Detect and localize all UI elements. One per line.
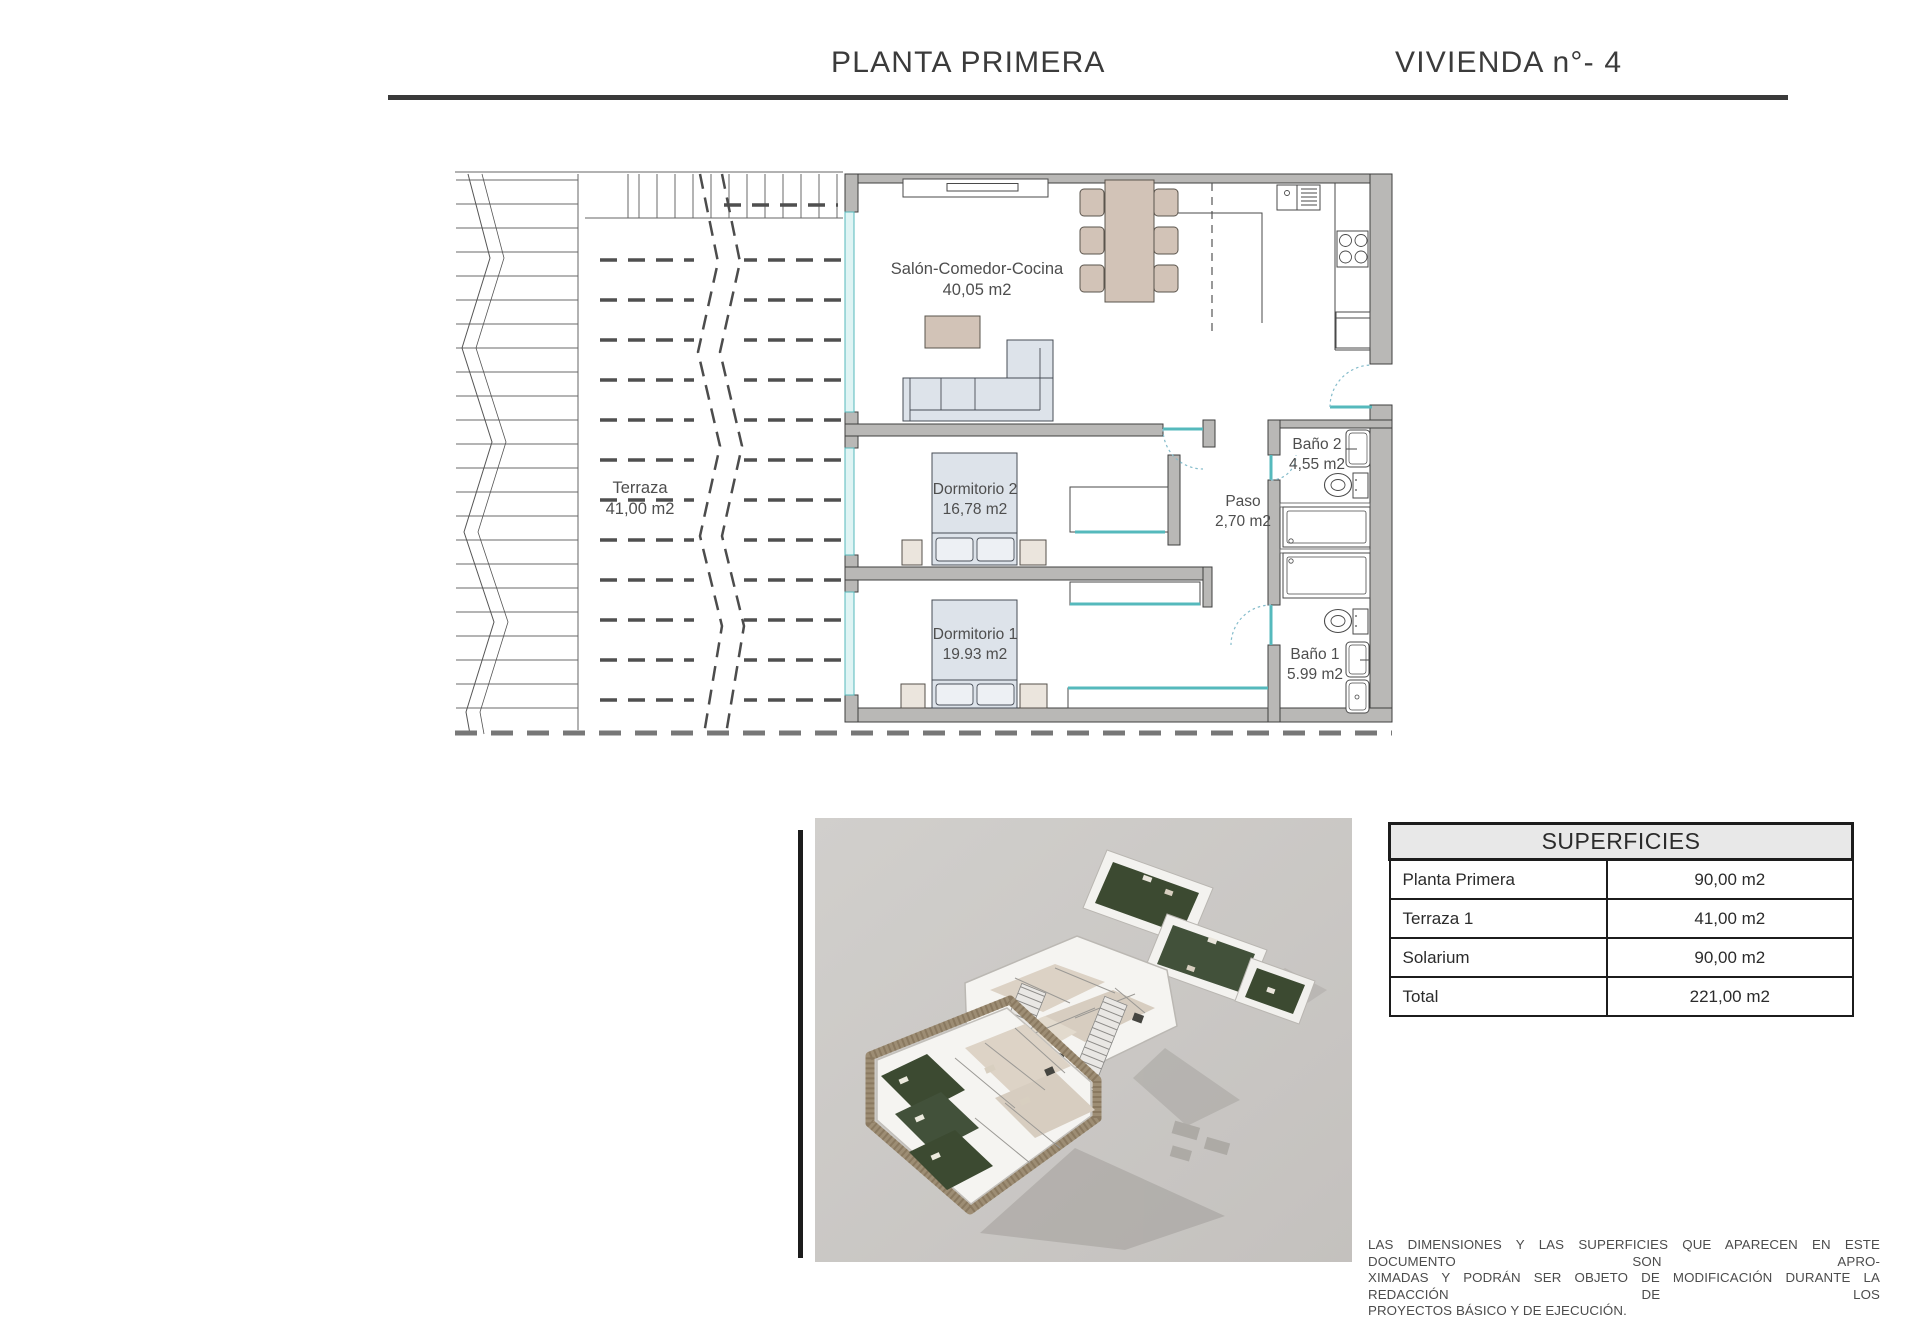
disclaimer-line: PROYECTOS BÁSICO Y DE EJECUCIÓN. <box>1368 1303 1627 1318</box>
pillow <box>977 538 1014 561</box>
nightstand <box>1020 540 1046 565</box>
pillow <box>977 684 1014 705</box>
superficies-table <box>1388 822 1854 1017</box>
disclaimer-line: XIMADAS Y PODRÁN SER OBJETO DE MODIFICACIÓN DURANTE LA REDACCIÓN DE LOS <box>1368 1270 1880 1302</box>
room-label-terraza: Terraza 41,00 m2 <box>605 479 675 519</box>
row-value: 90,00 m2 <box>1607 938 1852 977</box>
page-title-dwelling: VIVIENDA n°- 4 <box>1395 46 1623 79</box>
room-label-salon: Salón-Comedor-Cocina 40,05 m2 <box>890 260 1064 300</box>
room-label-bano1: Baño 1 5.99 m2 <box>1286 646 1343 683</box>
table-row <box>1390 860 1853 900</box>
roof-overhang-dashes-right <box>744 238 843 730</box>
terrace-decking <box>456 174 578 730</box>
table-row <box>1390 899 1853 938</box>
table-row <box>1390 938 1853 977</box>
nightstand <box>1020 684 1047 708</box>
entrance-door-arc <box>1330 365 1372 407</box>
row-label: Solarium <box>1390 938 1608 977</box>
row-label: Terraza 1 <box>1390 899 1608 938</box>
nightstand <box>902 540 922 565</box>
wardrobe-dormitorio1 <box>1070 582 1200 605</box>
pillow <box>936 538 973 561</box>
row-value: 221,00 m2 <box>1607 977 1852 1016</box>
wardrobe-dormitorio1-low <box>1068 688 1268 708</box>
toilet-icon <box>1325 473 1369 498</box>
building-render-3d <box>815 818 1352 1262</box>
pillow <box>936 684 973 705</box>
sofa <box>903 340 1053 421</box>
floor-plan <box>430 135 1410 750</box>
kitchen-sink-icon <box>1277 185 1320 210</box>
dining-chair <box>1154 189 1178 216</box>
table-title: SUPERFICIES <box>1390 824 1853 860</box>
table-header-row <box>1390 824 1853 860</box>
break-line-dashed-2 <box>720 174 744 734</box>
row-label: Planta Primera <box>1390 860 1608 900</box>
kitchen-appliance <box>1336 312 1370 348</box>
shower-bano1 <box>1283 553 1370 598</box>
dining-chair <box>1080 189 1104 216</box>
dining-set <box>1080 180 1178 302</box>
wardrobe-dormitorio2 <box>1070 487 1168 532</box>
room-label-paso: Paso 2,70 m2 <box>1214 493 1271 530</box>
page-title-plant: PLANTA PRIMERA <box>831 46 1106 79</box>
bath-divider-wall <box>1280 549 1370 553</box>
render-divider-line <box>798 830 803 1258</box>
row-value: 41,00 m2 <box>1607 899 1852 938</box>
coffee-table <box>925 316 980 348</box>
kitchen <box>1165 183 1370 350</box>
row-value: 90,00 m2 <box>1607 860 1852 900</box>
hob-icon <box>1337 231 1368 267</box>
dining-chair <box>1154 265 1178 292</box>
disclaimer-text <box>1368 1237 1880 1320</box>
toilet-icon <box>1325 609 1369 634</box>
terrace <box>455 172 843 734</box>
table-row <box>1390 977 1853 1016</box>
title-underline <box>388 95 1788 100</box>
dining-chair <box>1080 265 1104 292</box>
dining-chair <box>1154 227 1178 254</box>
dining-chair <box>1080 227 1104 254</box>
kitchen-counter-edge <box>1165 213 1262 323</box>
row-label: Total <box>1390 977 1608 1016</box>
render-image <box>815 818 1352 1262</box>
disclaimer-line: LAS DIMENSIONES Y LAS SUPERFICIES QUE APARECEN EN ESTE DOCUMENTO SON APRO- <box>1368 1237 1880 1269</box>
pergola-slats <box>628 174 843 218</box>
break-line-dashed-1 <box>698 174 722 734</box>
room-label-dormitorio2: Dormitorio 2 16,78 m2 <box>932 481 1018 518</box>
dining-table <box>1105 180 1154 302</box>
room-label-dormitorio1: Dormitorio 1 19.93 m2 <box>932 626 1018 663</box>
room-label-bano2: Baño 2 4,55 m2 <box>1288 436 1345 473</box>
tv-bench <box>903 179 1048 197</box>
nightstand <box>901 684 925 708</box>
